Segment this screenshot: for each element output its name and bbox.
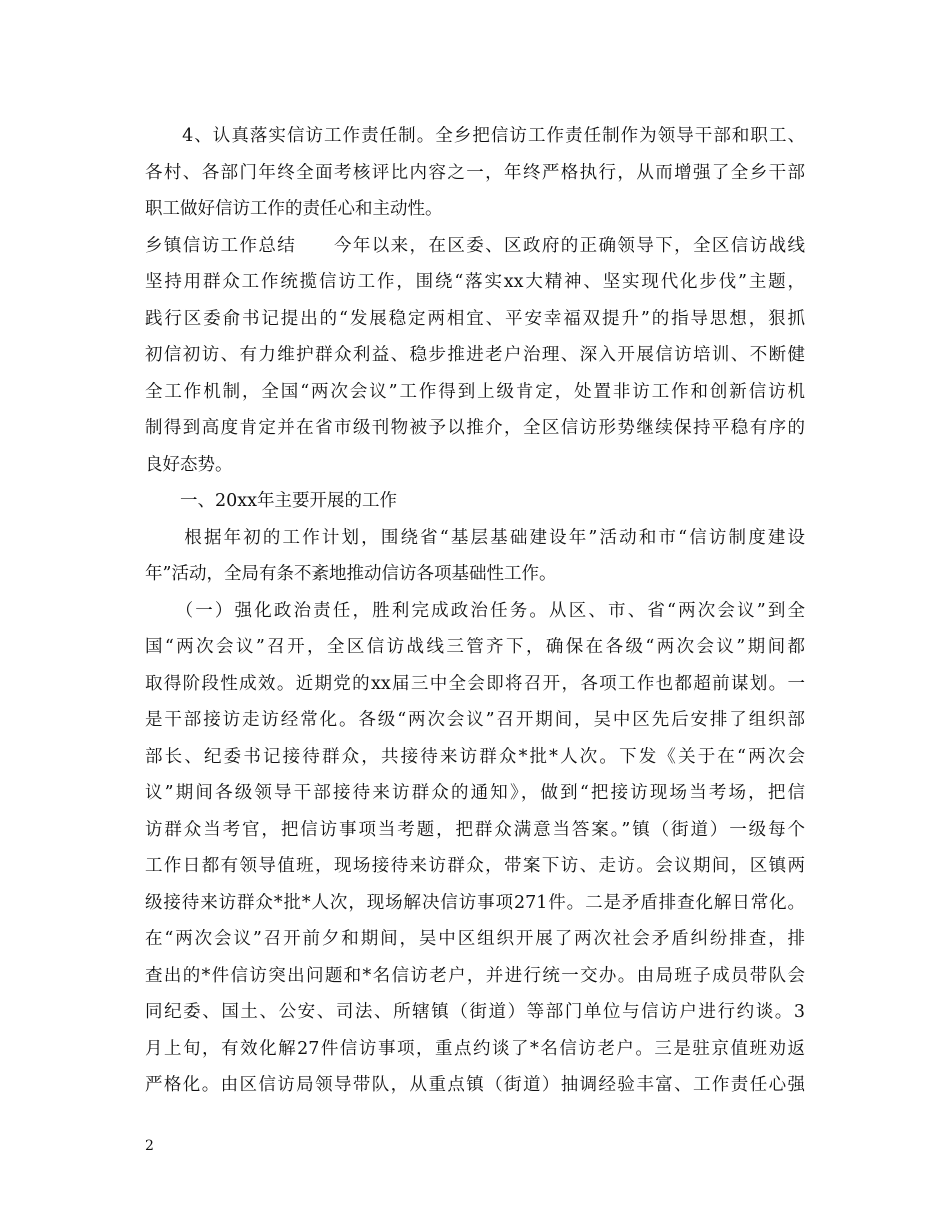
text-line: 初信初访、有力维护群众利益、稳步推进老户治理、深入开展信访培训、不断健 bbox=[145, 345, 805, 365]
text-line: 4、认真落实信访工作责任制。全乡把信访工作责任制作为领导干部和职工、 bbox=[145, 126, 805, 146]
text-line: 同纪委、国土、公安、司法、所辖镇（街道）等部门单位与信访户进行约谈。3 bbox=[145, 1002, 805, 1022]
text-line: 一、20xx年主要开展的工作 bbox=[145, 491, 398, 511]
text-line: 乡镇信访工作总结 今年以来，在区委、区政府的正确领导下，全区信访战线 bbox=[145, 235, 805, 256]
text-line: 良好态势。 bbox=[145, 454, 233, 475]
text-line: 根据年初的工作计划，围绕省“基层基础建设年”活动和市“信访制度建设 bbox=[145, 527, 805, 548]
text-line: 各村、各部门年终全面考核评比内容之一，年终严格执行，从而增强了全乡干部 bbox=[145, 162, 805, 183]
page-number: 2 bbox=[145, 1138, 154, 1154]
text-line: （一）强化政治责任，胜利完成政治任务。从区、市、省“两次会议”到全 bbox=[145, 600, 805, 621]
text-line: 坚持用群众工作统揽信访工作，围绕“落实xx大精神、坚实现代化步伐”主题， bbox=[145, 272, 805, 292]
text-line: 月上旬，有效化解27件信访事项，重点约谈了*名信访老户。三是驻京值班劝返 bbox=[145, 1038, 805, 1059]
text-line: 国“两次会议”召开，全区信访战线三管齐下，确保在各级“两次会议”期间都 bbox=[145, 637, 805, 657]
text-line: 工作日都有领导值班，现场接待来访群众，带案下访、走访。会议期间，区镇两 bbox=[145, 856, 805, 876]
text-line: 全工作机制，全国“两次会议”工作得到上级肯定，处置非访工作和创新信访机 bbox=[145, 381, 805, 402]
text-line: 是干部接访走访经常化。各级“两次会议”召开期间，吴中区先后安排了组织部 bbox=[145, 710, 805, 730]
text-line: 议”期间各级领导干部接待来访群众的通知》，做到“把接访现场当考场，把信 bbox=[145, 783, 805, 803]
text-line: 访群众当考官，把信访事项当考题，把群众满意当答案。”镇（街道）一级每个 bbox=[145, 819, 805, 840]
text-line: 在“两次会议”召开前夕和期间，吴中区组织开展了两次社会矛盾纠纷排查，排 bbox=[145, 929, 805, 949]
text-line: 查出的*件信访突出问题和*名信访老户，并进行统一交办。由局班子成员带队会 bbox=[145, 965, 805, 986]
text-line: 部长、纪委书记接待群众，共接待来访群众*批*人次。下发《关于在“两次会 bbox=[145, 746, 805, 767]
document-body bbox=[145, 118, 805, 1104]
text-line: 践行区委俞书记提出的“发展稳定两相宜、平安幸福双提升”的指导思想，狠抓 bbox=[145, 308, 805, 329]
text-line: 职工做好信访工作的责任心和主动性。 bbox=[145, 199, 443, 219]
text-line: 制得到高度肯定并在省市级刊物被予以推介，全区信访形势继续保持平稳有序的 bbox=[145, 418, 805, 438]
text-line: 严格化。由区信访局领导带队，从重点镇（街道）抽调经验丰富、工作责任心强 bbox=[145, 1075, 805, 1095]
text-line: 级接待来访群众*批*人次，现场解决信访事项271件。二是矛盾排查化解日常化。 bbox=[145, 892, 805, 913]
text-line: 取得阶段性成效。近期党的xx届三中全会即将召开，各项工作也都超前谋划。一 bbox=[145, 673, 805, 694]
text-line: 年”活动，全局有条不紊地推动信访各项基础性工作。 bbox=[145, 564, 557, 584]
